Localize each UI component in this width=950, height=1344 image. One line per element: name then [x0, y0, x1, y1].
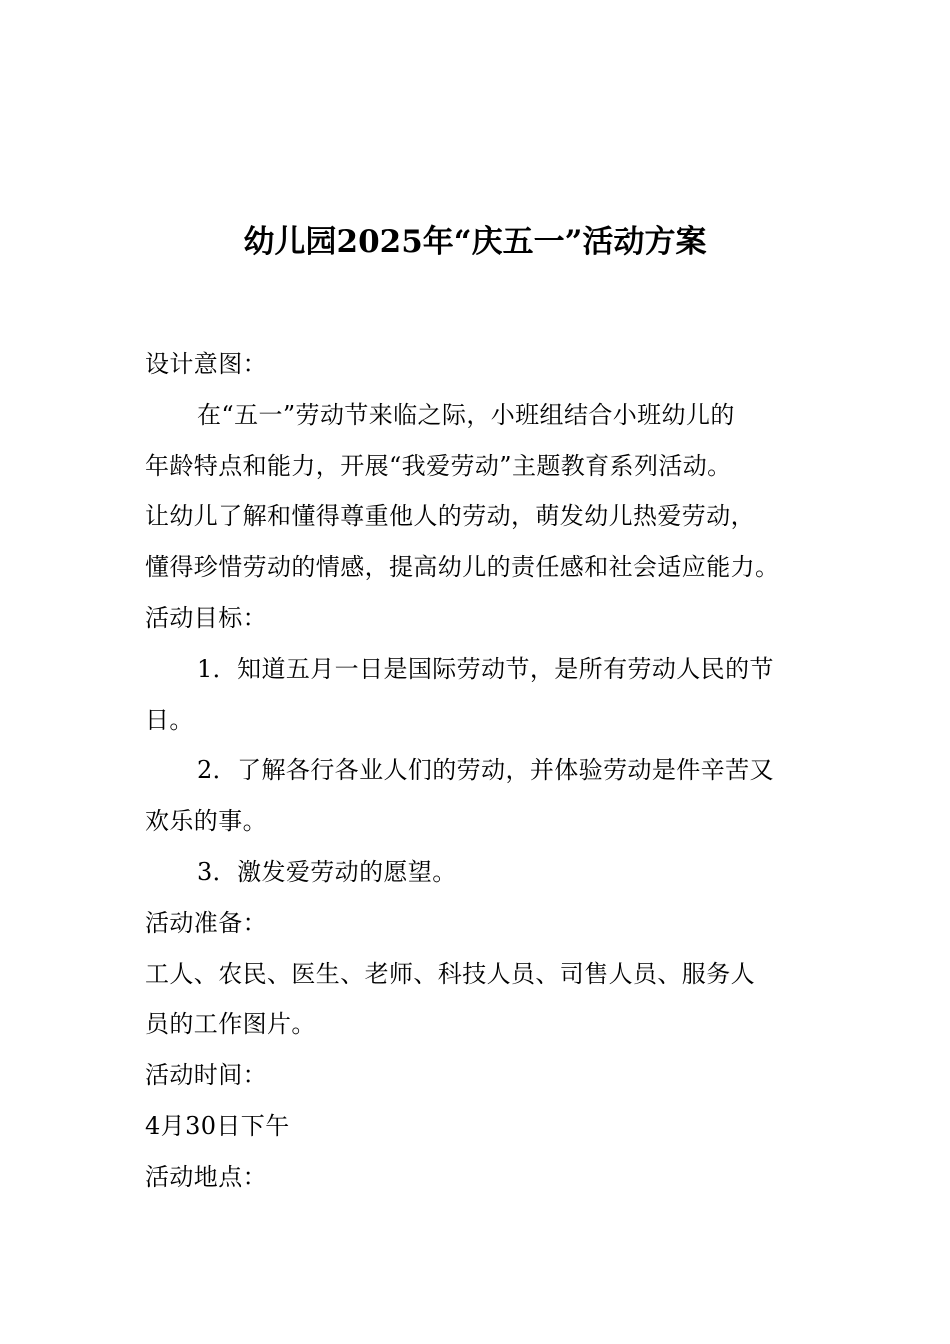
text-line: 懂得珍惜劳动的情感，提高幼儿的责任感和社会适应能力。	[145, 553, 780, 582]
text-line: 活动地点：	[145, 1162, 267, 1191]
text-line: 2．了解各行各业人们的劳动，并体验劳动是件辛苦又	[197, 756, 774, 785]
text-line: 工人、农民、医生、老师、科技人员、司售人员、服务人	[145, 959, 755, 988]
text-line: 活动准备：	[145, 908, 267, 937]
text-line: 日。	[145, 705, 194, 734]
text-line: 年龄特点和能力，开展“我爱劳动”主题教育系列活动。	[145, 451, 732, 480]
text-line: 4月30日下午	[145, 1111, 290, 1140]
text-line: 活动时间：	[145, 1061, 267, 1090]
text-line: 让幼儿了解和懂得尊重他人的劳动，萌发幼儿热爱劳动，	[145, 502, 755, 531]
text-line: 欢乐的事。	[145, 807, 267, 836]
text-line: 在“五一”劳动节来临之际，小班组结合小班幼儿的	[197, 400, 735, 429]
document-title: 幼儿园2025年“庆五一”活动方案	[243, 224, 707, 260]
text-line: 设计意图：	[145, 350, 267, 378]
text-line: 3．激发爱劳动的愿望。	[197, 857, 457, 886]
document-body	[145, 339, 815, 1203]
text-line: 1．知道五月一日是国际劳动节，是所有劳动人民的节	[197, 654, 774, 683]
text-line: 活动目标：	[145, 603, 267, 632]
text-line: 员的工作图片。	[145, 1010, 316, 1039]
